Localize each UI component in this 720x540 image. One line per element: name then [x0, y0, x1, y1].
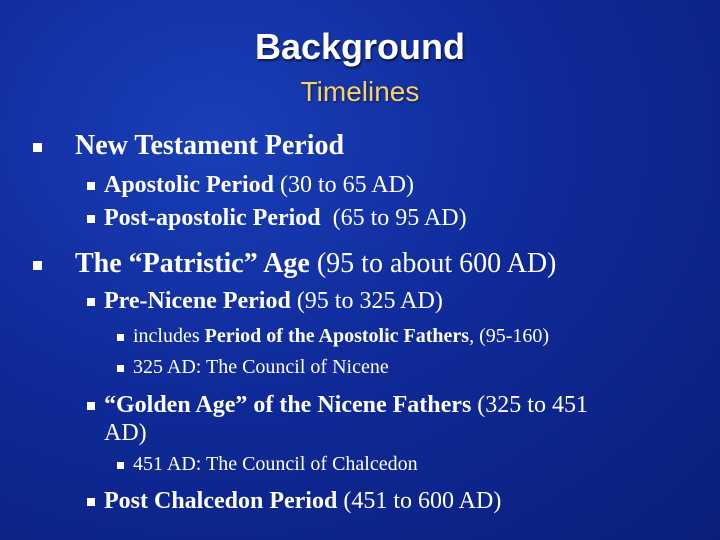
square-bullet-icon: [117, 365, 124, 372]
item-patristic: [75, 248, 556, 280]
item-patristic-bold: The “Patristic” Age: [75, 248, 310, 279]
slide-subtitle: Timelines: [300, 76, 420, 107]
item-pre-nicene-dates: (95 to 325 AD): [290, 288, 443, 314]
item-post-apostolic-dates: (65 to 95 AD): [320, 205, 467, 231]
square-bullet-icon: [33, 261, 42, 270]
square-bullet-icon: [87, 182, 95, 190]
square-bullet-icon: [87, 498, 95, 506]
item-nt-period-text: New Testament Period: [75, 130, 345, 161]
square-bullet-icon: [87, 298, 95, 306]
item-post-chalcedon-bold: Post Chalcedon Period: [104, 488, 338, 514]
item-post-apostolic-bold: Post-apostolic Period: [104, 205, 321, 231]
item-apostolic-fathers-bold: Period of the Apostolic Fathers: [204, 325, 470, 347]
item-pre-nicene: [104, 288, 443, 315]
item-pre-nicene-bold: Pre-Nicene Period: [104, 288, 291, 314]
item-council-chalcedon: 451 AD: The Council of Chalcedon: [133, 453, 418, 475]
item-golden-age: [104, 392, 588, 419]
item-apostolic-fathers-dates: , (95-160): [469, 325, 550, 347]
item-patristic-dates: (95 to about 600 AD): [309, 248, 557, 279]
item-golden-age-bold: “Golden Age” of the Nicene Fathers: [104, 392, 472, 418]
item-post-apostolic: [104, 205, 467, 232]
item-post-chalcedon-dates: (451 to 600 AD): [337, 488, 502, 514]
square-bullet-icon: [33, 143, 42, 152]
item-apostolic: [104, 172, 414, 199]
square-bullet-icon: [117, 334, 124, 341]
item-golden-age-continued: AD): [104, 420, 147, 446]
item-apostolic-bold: Apostolic Period: [104, 172, 274, 198]
square-bullet-icon: [117, 462, 124, 469]
square-bullet-icon: [87, 215, 95, 223]
item-apostolic-fathers: [133, 325, 549, 348]
slide-title: Background: [254, 26, 466, 67]
item-post-chalcedon: [104, 488, 501, 515]
item-apostolic-fathers-prefix: includes: [133, 325, 205, 347]
item-golden-age-dates: (325 to 451: [471, 392, 588, 418]
item-nt-period: [75, 130, 344, 162]
square-bullet-icon: [87, 402, 95, 410]
item-council-nicene: 325 AD: The Council of Nicene: [133, 356, 389, 378]
item-apostolic-dates: (30 to 65 AD): [273, 172, 414, 198]
